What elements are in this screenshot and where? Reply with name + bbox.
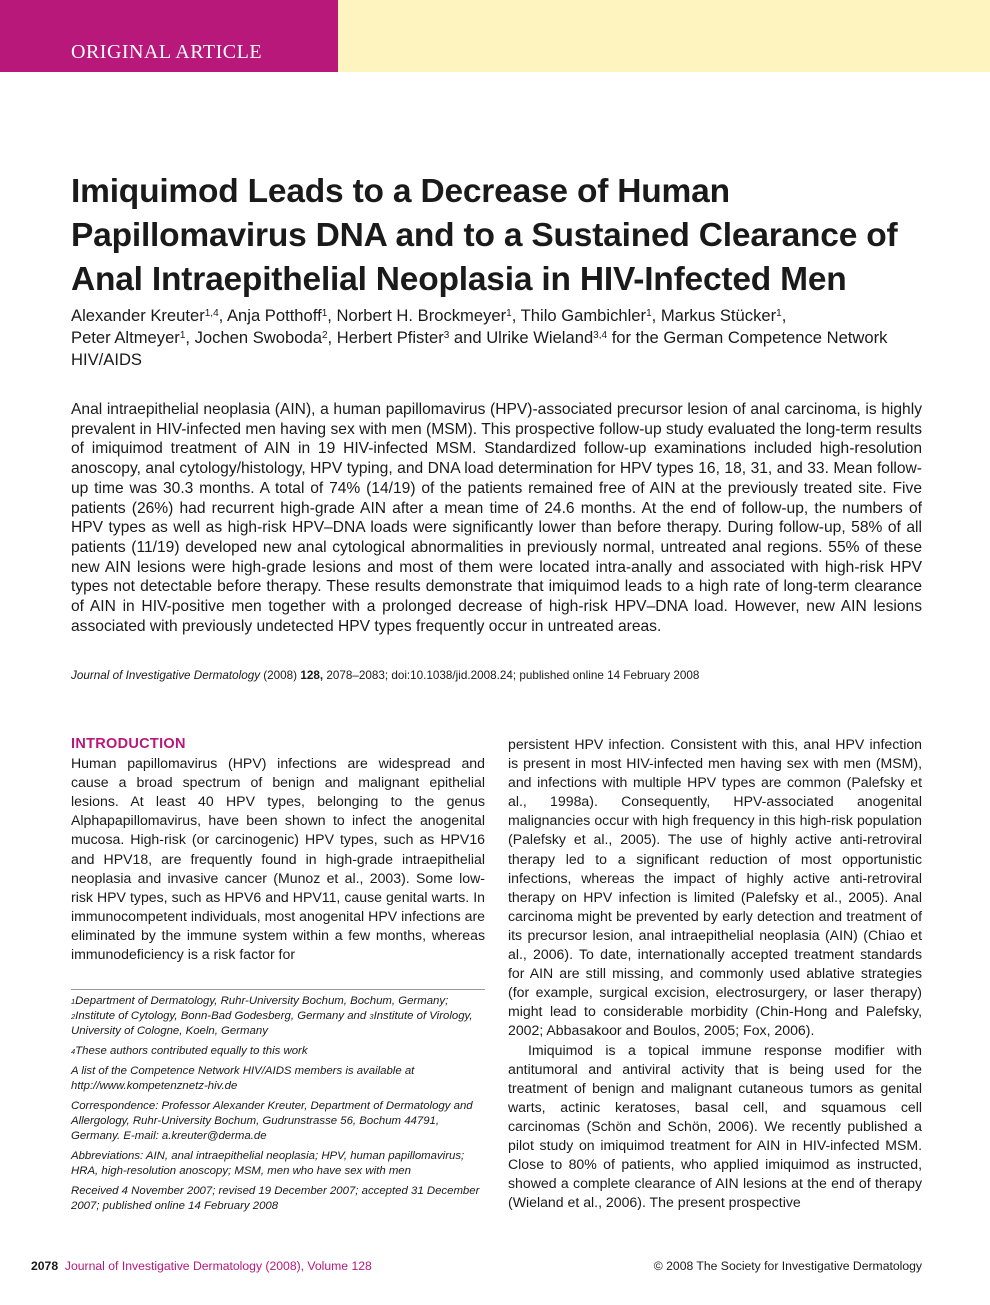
citation-line [71,668,922,684]
body-paragraph: Human papillomavirus (HPV) infections are widespread and cause a broad spectrum of benign and malignant epithelial lesions. At least 40 HPV types, belonging to the genus Alphapapillomavirus, have been shown to infect the anogenital mucosa. High-risk (or carcinogenic) HPV types, such as HPV16 and HPV18, are frequently found in high-grade intraepithelial neoplasia and invasive cancer (Munoz et al., 2003). Some low-risk HPV types, such as HPV6 and HPV11, cause genital warts. In immunocompetent individuals, most anogenital HPV infections are eliminated by the immune system within a few months, whereas immunodeficiency is a risk factor for [71,755,485,963]
header-banner [0,0,990,72]
page-number: 2078 [31,1259,59,1273]
author-name: Alexander Kreuter [71,306,205,325]
citation-year: (2008) [260,669,301,682]
author-affiliation: 1 [776,308,782,319]
affiliation-1: Department of Dermatology, Ruhr-University Bochum, Bochum, Germany; [75,995,449,1007]
author-affiliation: 3,4 [593,330,608,341]
article-title [71,170,941,302]
article-type-label: ORIGINAL ARTICLE [71,41,263,63]
author-separator: , [185,328,195,347]
received-note: Received 4 November 2007; revised 19 December 2007; accepted 31 December 2007; published online 14 February 2008 [71,1185,480,1212]
author-name: Markus Stücker [660,306,777,325]
author-separator: , [327,306,337,325]
author-separator: , [511,306,521,325]
author-affiliation: 1 [179,330,186,341]
correspondence-note: Correspondence: Professor Alexander Kreuter, Department of Dermatology and Allergology, Ruhr-University Bochum, Gudrunstrasse 56, Bochum 44791, Germany. E-mail: a.kreuter@derma.de [71,1100,473,1142]
title-line: Papillomavirus DNA and to a Sustained Clearance of [71,217,898,254]
page-footer-left [31,1258,372,1274]
author-name: Anja Potthoff [226,306,322,325]
author-name: Herbert Pfister [336,328,444,347]
footer-journal: Journal of Investigative Dermatology (2008), Volume 128 [64,1259,372,1273]
body-paragraph: persistent HPV infection. Consistent with this, anal HPV infection is present in most HIV-infected men having sex with men (MSM), and infections with multiple HPV types are common (Palefsky et al., 1998a). Consequently, HPV-associated anogenital malignancies occur with high frequency in this high-risk population (Palefsky et al., 2005). The use of highly active anti-retroviral therapy led to a significant reduction of most opportunistic infections, whereas the impact of highly active anti-retroviral therapy on HPV infection is limited (Palefsky et al., 2005). Anal carcinoma might be prevented by early detection and treatment of its precursor lesion, anal intraepithelial neoplasia (AIN) (Chiao et al., 2006). To date, internationally accepted treatment standards for AIN are still missing, and commonly used ablative strategies (for example, surgical excision, electrosurgery, or laser therapy) might lead to considerable morbidity (Chin-Hong and Palefsky, 2002; Abbasakoor and Boulos, 2005; Fox, 2006). [508,736,922,1039]
affiliation-2: Institute of Cytology, Bonn-Bad Godesberg, Germany and [75,1010,370,1022]
author-affiliation: 1 [506,308,512,319]
title-line: Anal Intraepithelial Neoplasia in HIV-Infected Men [71,261,847,298]
footnote-marker: 2 [71,1012,76,1021]
footnote-marker: 1 [71,997,76,1006]
author-affiliation: 3 [443,330,450,341]
author-affiliation: 2 [321,330,328,341]
article-type-tag [0,0,338,72]
author-name: Norbert H. Brockmeyer [336,306,507,325]
affiliations-note [71,994,485,1039]
author-separator: , [651,306,661,325]
equal-contribution-note [71,1044,485,1059]
abstract: Anal intraepithelial neoplasia (AIN), a human papillomavirus (HPV)-associated precursor lesion of anal carcinoma, is highly prevalent in HIV-infected men having sex with men (MSM). This prospective follow-up study evaluated the long-term results of imiquimod treatment of AIN in 19 HIV-infected MSM. Standardized follow-up examinations included high-resolution anoscopy, anal cytology/histology, HPV typing, and DNA load determination for HPV types 16, 18, 31, and 33. Mean follow-up time was 30.3 months. A total of 74% (14/19) of the patients remained free of AIN at the previously treated site. Five patients (26%) had recurrent high-grade AIN after a mean time of 24.6 months. At the end of follow-up, the numbers of HPV types as well as high-risk HPV–DNA loads were significantly lower than before therapy. During follow-up, 58% of all patients (11/19) developed new anal cytological abnormalities in previously normal, untreated anal regions. 55% of these new AIN lesions were high-grade lesions and most of them were located intra-anally and associated with high-risk HPV types not detectable before therapy. These results demonstrate that imiquimod leads to a high rate of long-term clearance of AIN in HIV-positive men together with a prolonged decrease of high-risk HPV–DNA load. However, new AIN lesions associated with previously undetected HPV types frequently occur in untreated areas. [71,401,922,635]
title-line: Imiquimod Leads to a Decrease of Human [71,173,730,210]
author-group: for the German Competence Network HIV/AIDS [71,328,888,369]
footnote-marker: 3 [369,1012,374,1021]
author-name: Ulrike Wieland [486,328,594,347]
abbreviations-note: Abbreviations: AIN, anal intraepithelial neoplasia; HPV, human papillomavirus; HRA, high-resolution anoscopy; MSM, men who have sex with men [71,1150,465,1177]
author-name: Thilo Gambichler [520,306,647,325]
section-heading-introduction: INTRODUCTION [71,736,186,752]
footnotes [71,994,485,1219]
right-column [508,735,922,1212]
citation-details: 2078–2083; doi:10.1038/jid.2008.24; published online 14 February 2008 [323,669,700,682]
left-column [71,735,485,964]
copyright-notice: © 2008 The Society for Investigative Dermatology [653,1259,922,1273]
affiliation-3: Institute of Virology, University of Cologne, Koeln, Germany [71,1010,473,1037]
author-affiliation: 1 [321,308,328,319]
author-separator: and [449,328,487,347]
author-list [71,305,931,371]
author-name: Jochen Swoboda [194,328,322,347]
footnote-marker: 4 [71,1047,76,1056]
citation-journal: Journal of Investigative Dermatology [71,669,261,682]
citation-volume: 128, [300,669,324,682]
author-separator: , [781,306,787,325]
author-affiliation: 1,4 [204,308,219,319]
author-name: Peter Altmeyer [71,328,180,347]
author-affiliation: 1 [646,308,652,319]
author-separator: , [327,328,337,347]
author-separator: , [218,306,227,325]
equal-contribution-text: These authors contributed equally to this work [75,1045,308,1057]
network-note: A list of the Competence Network HIV/AIDS members is available at http://www.kompetenznetz-hiv.de [71,1065,415,1092]
body-paragraph: Imiquimod is a topical immune response modifier with antitumoral and antiviral activity that is being used for the treatment of benign and malignant cutaneous tumors as genital warts, actinic keratoses, basal cell, and squamous cell carcinomas (Schön and Schön, 2006). We recently published a pilot study on imiquimod treatment for AIN in HIV-infected MSM. Close to 80% of patients, who applied imiquimod as instructed, showed a complete clearance of AIN lesions at the end of therapy (Wieland et al., 2006). The present prospective [508,1041,922,1211]
footnote-divider [71,989,485,990]
